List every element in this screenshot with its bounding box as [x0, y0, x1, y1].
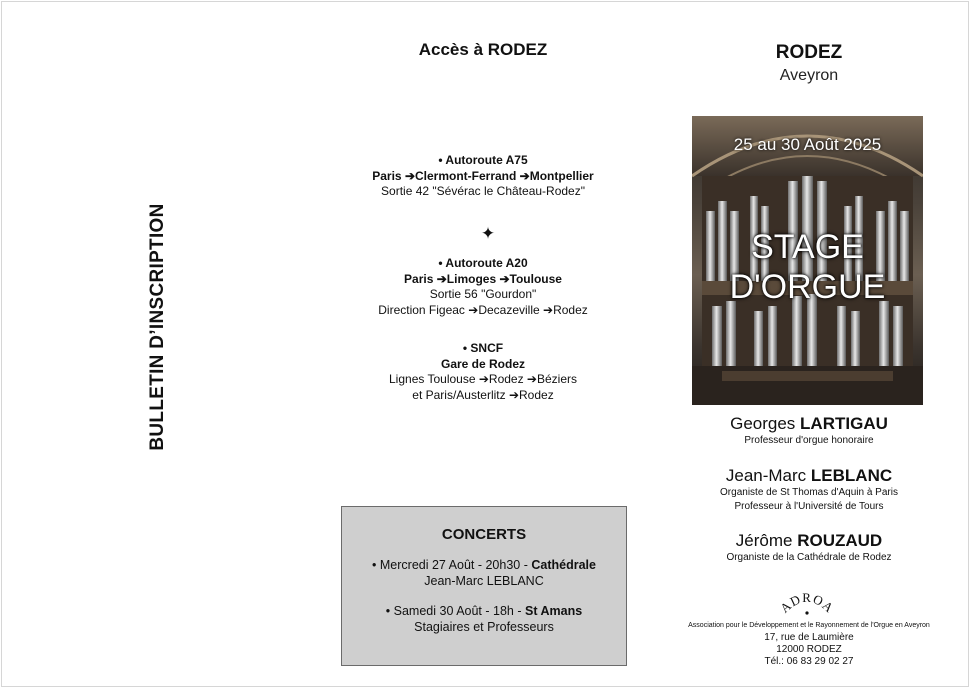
teacher-2-role-1: Organiste de St Thomas d'Aquin à Paris	[720, 487, 898, 498]
concert-1-place: Cathédrale	[531, 558, 596, 572]
city-title: RODEZ	[775, 42, 843, 63]
address-city: 12000 RODEZ	[776, 644, 842, 655]
a75-exit: Sortie 42 "Sévérac le Château-Rodez"	[381, 184, 585, 198]
address-street: 17, rue de Laumière	[764, 632, 854, 643]
sncf-station: Gare de Rodez	[440, 356, 526, 371]
a20-title: • Autoroute A20	[438, 256, 528, 270]
concert-2-place: St Amans	[524, 604, 583, 618]
a75-info	[340, 153, 626, 200]
teacher-3-first-name: Jérôme	[735, 531, 798, 550]
stage-title-line1: STAGE	[751, 228, 864, 266]
teacher-3-role: Organiste de la Cathédrale de Rodez	[726, 552, 892, 563]
teacher-1-role: Professeur d'orgue honoraire	[744, 435, 874, 446]
a20-direction: Direction Figeac ➔Decazeville ➔Rodez	[378, 302, 588, 317]
adroa-logo	[774, 590, 840, 622]
stage-dates: 25 au 30 Août 2025	[733, 135, 882, 154]
address-phone: Tél.: 06 83 29 02 27	[764, 656, 854, 667]
teacher-leblanc	[672, 466, 946, 514]
association-address	[666, 632, 952, 668]
teacher-2-role-2: Professeur à l'Université de Tours	[734, 501, 884, 512]
concert-1-performer: Jean-Marc LEBLANC	[424, 574, 544, 588]
concert-2	[342, 603, 626, 635]
a75-route: Paris ➔Clermont-Ferrand ➔Montpellier	[372, 168, 594, 183]
region-subtitle: Aveyron	[779, 67, 839, 84]
a75-title: • Autoroute A75	[438, 153, 528, 167]
concerts-title: CONCERTS	[441, 526, 527, 543]
concert-1-date: • Mercredi 27 Août - 20h30 -	[372, 558, 532, 572]
concert-2-date: • Samedi 30 Août - 18h -	[385, 604, 525, 618]
concert-1	[342, 557, 626, 589]
association-name: Association pour le Développement et le Rayonnement de l'Orgue en Aveyron	[688, 622, 930, 629]
concert-2-performer: Stagiaires et Professeurs	[414, 620, 554, 634]
adroa-logo-text: ADROA	[777, 590, 838, 616]
teacher-rouzaud	[672, 531, 946, 565]
a20-exit: Sortie 56 "Gourdon"	[429, 287, 537, 301]
teacher-1-first-name: Georges	[730, 414, 801, 433]
sncf-title: • SNCF	[462, 341, 504, 355]
teacher-1-last-name: LARTIGAU	[800, 414, 888, 433]
sncf-lines-2: et Paris/Austerlitz ➔Rodez	[412, 387, 554, 402]
teacher-lartigau	[672, 414, 946, 448]
sncf-info	[340, 341, 626, 403]
registration-form-title: BULLETIN D’INSCRIPTION	[147, 203, 168, 451]
teacher-3-last-name: ROUZAUD	[797, 531, 883, 550]
sncf-lines-1: Lignes Toulouse ➔Rodez ➔Béziers	[389, 372, 577, 386]
stage-title-line2: D'ORGUE	[729, 268, 886, 306]
a20-route: Paris ➔Limoges ➔Toulouse	[404, 271, 562, 286]
separator-star-icon: ✦	[480, 224, 496, 243]
concerts-box	[341, 506, 627, 666]
teacher-2-last-name: LEBLANC	[810, 466, 893, 485]
access-title: Accès à RODEZ	[418, 40, 548, 59]
teacher-2-first-name: Jean-Marc	[725, 466, 811, 485]
a20-info	[340, 256, 626, 318]
organ-photo	[692, 116, 923, 405]
